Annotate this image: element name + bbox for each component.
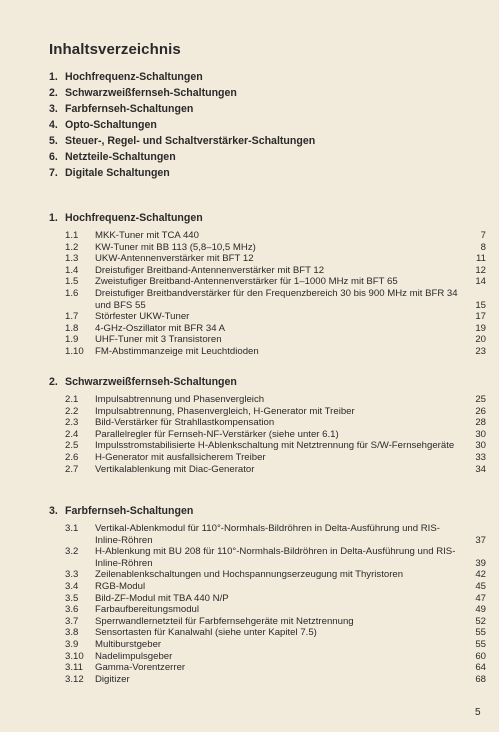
toc-entry[interactable]	[49, 230, 486, 242]
chapter-item[interactable]	[49, 87, 315, 103]
entry-page: 55	[475, 627, 486, 639]
entry-number: 3.5	[65, 592, 79, 604]
chapter-item[interactable]	[49, 151, 315, 167]
entry-page: 42	[475, 569, 486, 581]
entry-page: 55	[475, 638, 486, 650]
entry-page: 60	[475, 650, 486, 662]
entry-title: H-Ablenkung mit BU 208 für 110°-Normhals-Bildröhren in Delta-Ausführung und RIS-Inline-Röhren	[95, 546, 456, 569]
entry-number: 3.10	[65, 650, 84, 662]
toc-entry[interactable]	[49, 464, 486, 476]
section-number: 1.	[49, 212, 58, 224]
entry-number: 2.5	[65, 440, 79, 452]
entry-number: 1.9	[65, 334, 79, 346]
entry-title: Störfester UKW-Tuner	[95, 311, 190, 323]
toc-entry[interactable]	[49, 604, 486, 616]
entry-number: 3.11	[65, 662, 83, 674]
entry-number: 2.1	[65, 394, 79, 405]
chapter-title: Netzteile-Schaltungen	[65, 151, 176, 163]
toc-entry[interactable]	[49, 627, 486, 639]
entry-page: 15	[475, 299, 486, 311]
toc-entry[interactable]	[49, 440, 486, 452]
chapter-number: 7.	[49, 167, 58, 179]
toc-entry[interactable]	[49, 581, 486, 593]
entry-title: Dreistufiger Breitbandverstärker für den Frequenzbereich 30 bis 900 MHz mit BFR 34 und BFS 55	[95, 287, 458, 311]
chapter-item[interactable]	[49, 119, 315, 135]
entry-number: 3.1	[65, 523, 79, 534]
chapter-title: Steuer-, Regel- und Schaltverstärker-Schaltungen	[65, 135, 316, 147]
entry-page: 45	[475, 580, 486, 592]
section-heading[interactable]	[49, 212, 486, 230]
section-heading[interactable]	[49, 376, 486, 394]
entry-number: 3.6	[65, 604, 79, 616]
entry-title: Impulsabtrennung, Phasenvergleich, H-Generator mit Treiber	[95, 405, 355, 417]
section-number: 3.	[49, 505, 58, 517]
entry-title: Vertikalablenkung mit Diac-Generator	[95, 463, 255, 475]
entry-title: Zeilenablenkschaltungen und Hochspannungserzeugung mit Thyristoren	[95, 569, 404, 581]
toc-entry[interactable]	[49, 276, 486, 288]
entry-number: 2.4	[65, 428, 79, 440]
toc-entry[interactable]	[49, 242, 486, 254]
chapter-number: 3.	[49, 103, 58, 115]
entry-page: 7	[480, 230, 486, 241]
chapter-number: 6.	[49, 151, 58, 163]
entry-title: 4-GHz-Oszillator mit BFR 34 A	[95, 322, 226, 334]
chapter-title: Farbfernseh-Schaltungen	[65, 103, 194, 115]
page-title: Inhaltsverzeichnis	[49, 41, 181, 58]
entry-page: 8	[480, 241, 486, 253]
toc-entry[interactable]	[49, 394, 486, 406]
section-number: 2.	[49, 376, 58, 388]
chapter-number: 5.	[49, 135, 58, 147]
chapter-number: 4.	[49, 119, 58, 131]
chapter-number: 1.	[49, 71, 58, 83]
entry-title: UKW-Antennenverstärker mit BFT 12	[95, 253, 254, 265]
section-farbfernseh	[49, 505, 486, 685]
section-title: Farbfernseh-Schaltungen	[65, 505, 194, 517]
entry-title: Impulsstromstabilisierte H-Ablenkschaltung mit Netztrennung für S/W-Fernsehgeräte	[95, 440, 455, 452]
entry-page: 23	[475, 345, 486, 357]
chapter-list	[49, 71, 315, 183]
entry-number: 3.9	[65, 638, 79, 650]
toc-entry[interactable]	[49, 674, 486, 686]
entry-number: 1.8	[65, 322, 79, 334]
entry-title: MKK-Tuner mit TCA 440	[95, 230, 199, 241]
entry-title: Sensortasten für Kanalwahl (siehe unter Kapitel 7.5)	[95, 627, 317, 639]
entry-page: 25	[475, 394, 486, 405]
entry-number: 3.3	[65, 569, 79, 581]
entry-page: 68	[475, 673, 486, 685]
entry-title: Digitizer	[95, 673, 130, 685]
entry-page: 64	[475, 662, 486, 674]
entry-number: 3.12	[65, 673, 84, 685]
toc-entry[interactable]	[49, 523, 486, 546]
entry-title: Nadelimpulsgeber	[95, 650, 173, 662]
toc-entry[interactable]	[49, 616, 486, 628]
entry-title: UHF-Tuner mit 3 Transistoren	[95, 334, 222, 346]
entry-number: 1.5	[65, 276, 79, 288]
entry-number: 1.3	[65, 253, 79, 265]
entry-title: Parallelregler für Fernseh-NF-Verstärker (siehe unter 6.1)	[95, 428, 339, 440]
entry-title: Bild-Verstärker für Strahllastkompensation	[95, 417, 275, 429]
entry-number: 1.7	[65, 311, 79, 323]
chapter-title: Opto-Schaltungen	[65, 119, 157, 131]
entry-title: FM-Abstimmanzeige mit Leuchtdioden	[95, 345, 259, 357]
entry-number: 2.6	[65, 451, 79, 463]
chapter-item[interactable]	[49, 103, 315, 119]
section-schwarzweiss	[49, 376, 486, 475]
entry-page: 49	[475, 604, 486, 616]
toc-entry[interactable]	[49, 662, 486, 674]
toc-entry[interactable]	[49, 417, 486, 429]
entry-page: 30	[475, 428, 486, 440]
entry-title: KW-Tuner mit BB 113 (5,8–10,5 MHz)	[95, 241, 256, 253]
entry-page: 37	[475, 534, 486, 546]
chapter-item[interactable]	[49, 71, 315, 87]
toc-entry[interactable]	[49, 546, 486, 569]
toc-entry[interactable]	[49, 593, 486, 605]
entry-title: H-Generator mit ausfallsicherem Treiber	[95, 451, 266, 463]
toc-entry[interactable]	[49, 406, 486, 418]
chapter-title: Schwarzweißfernseh-Schaltungen	[65, 87, 237, 99]
section-title: Schwarzweißfernseh-Schaltungen	[65, 376, 237, 388]
page-number: 5	[475, 707, 481, 718]
entry-page: 26	[475, 405, 486, 417]
toc-entry[interactable]	[49, 569, 486, 581]
entry-title: Farbaufbereitungsmodul	[95, 604, 199, 616]
entry-page: 20	[475, 334, 486, 346]
entry-title: Vertikal-Ablenkmodul für 110°-Normhals-Bildröhren in Delta-Ausführung und RIS-Inline-Röhren	[95, 523, 440, 546]
entry-number: 1.2	[65, 241, 79, 253]
entry-title: Impulsabtrennung und Phasenvergleich	[95, 394, 265, 405]
toc-entry[interactable]	[49, 429, 486, 441]
entry-number: 1.1	[65, 230, 79, 241]
toc-entry[interactable]	[49, 639, 486, 651]
chapter-title: Digitale Schaltungen	[65, 167, 170, 179]
entry-number: 3.8	[65, 627, 79, 639]
entry-number: 3.2	[65, 546, 79, 558]
entry-title: Dreistufiger Breitband-Antennenverstärker mit BFT 12	[95, 264, 325, 276]
entry-title: Multiburstgeber	[95, 638, 162, 650]
entry-number: 3.4	[65, 580, 79, 592]
entry-page: 19	[475, 322, 486, 334]
entry-page: 12	[475, 264, 486, 276]
chapter-item[interactable]	[49, 135, 315, 151]
section-title: Hochfrequenz-Schaltungen	[65, 212, 203, 224]
entry-title: Sperrwandlernetzteil für Farbfernsehgeräte mit Netztrennung	[95, 615, 354, 627]
section-hochfrequenz	[49, 212, 486, 358]
section-heading[interactable]	[49, 505, 486, 523]
toc-entry[interactable]	[49, 265, 486, 277]
entry-number: 1.6	[65, 287, 79, 299]
entry-page: 30	[475, 440, 486, 452]
toc-entry[interactable]	[49, 253, 486, 265]
toc-entry[interactable]	[49, 651, 486, 663]
entry-number: 2.7	[65, 463, 79, 475]
entry-title: Gamma-Vorentzerrer	[95, 662, 186, 674]
toc-entry[interactable]	[49, 288, 486, 311]
entry-page: 33	[475, 451, 486, 463]
entry-number: 3.7	[65, 615, 79, 627]
toc-entry[interactable]	[49, 346, 486, 358]
toc-entry[interactable]	[49, 323, 486, 335]
entry-page: 28	[475, 417, 486, 429]
chapter-title: Hochfrequenz-Schaltungen	[65, 71, 203, 83]
chapter-item[interactable]	[49, 167, 315, 183]
entry-page: 34	[475, 463, 486, 475]
chapter-number: 2.	[49, 87, 58, 99]
entry-page: 39	[475, 557, 486, 569]
toc-entry[interactable]	[49, 334, 486, 346]
entry-number: 1.10	[65, 345, 84, 357]
entry-title: Bild-ZF-Modul mit TBA 440 N/P	[95, 592, 229, 604]
entry-page: 17	[475, 311, 486, 323]
entry-number: 2.2	[65, 405, 79, 417]
toc-entry[interactable]	[49, 452, 486, 464]
entry-page: 47	[475, 592, 486, 604]
entry-number: 2.3	[65, 417, 79, 429]
toc-entry[interactable]	[49, 311, 486, 323]
entry-page: 52	[475, 615, 486, 627]
entry-title: RGB-Modul	[95, 580, 146, 592]
entry-title: Zweistufiger Breitband-Antennenverstärker für 1–1000 MHz mit BFT 65	[95, 276, 398, 288]
entry-page: 14	[475, 276, 486, 288]
entry-page: 11	[476, 253, 486, 265]
entry-number: 1.4	[65, 264, 79, 276]
